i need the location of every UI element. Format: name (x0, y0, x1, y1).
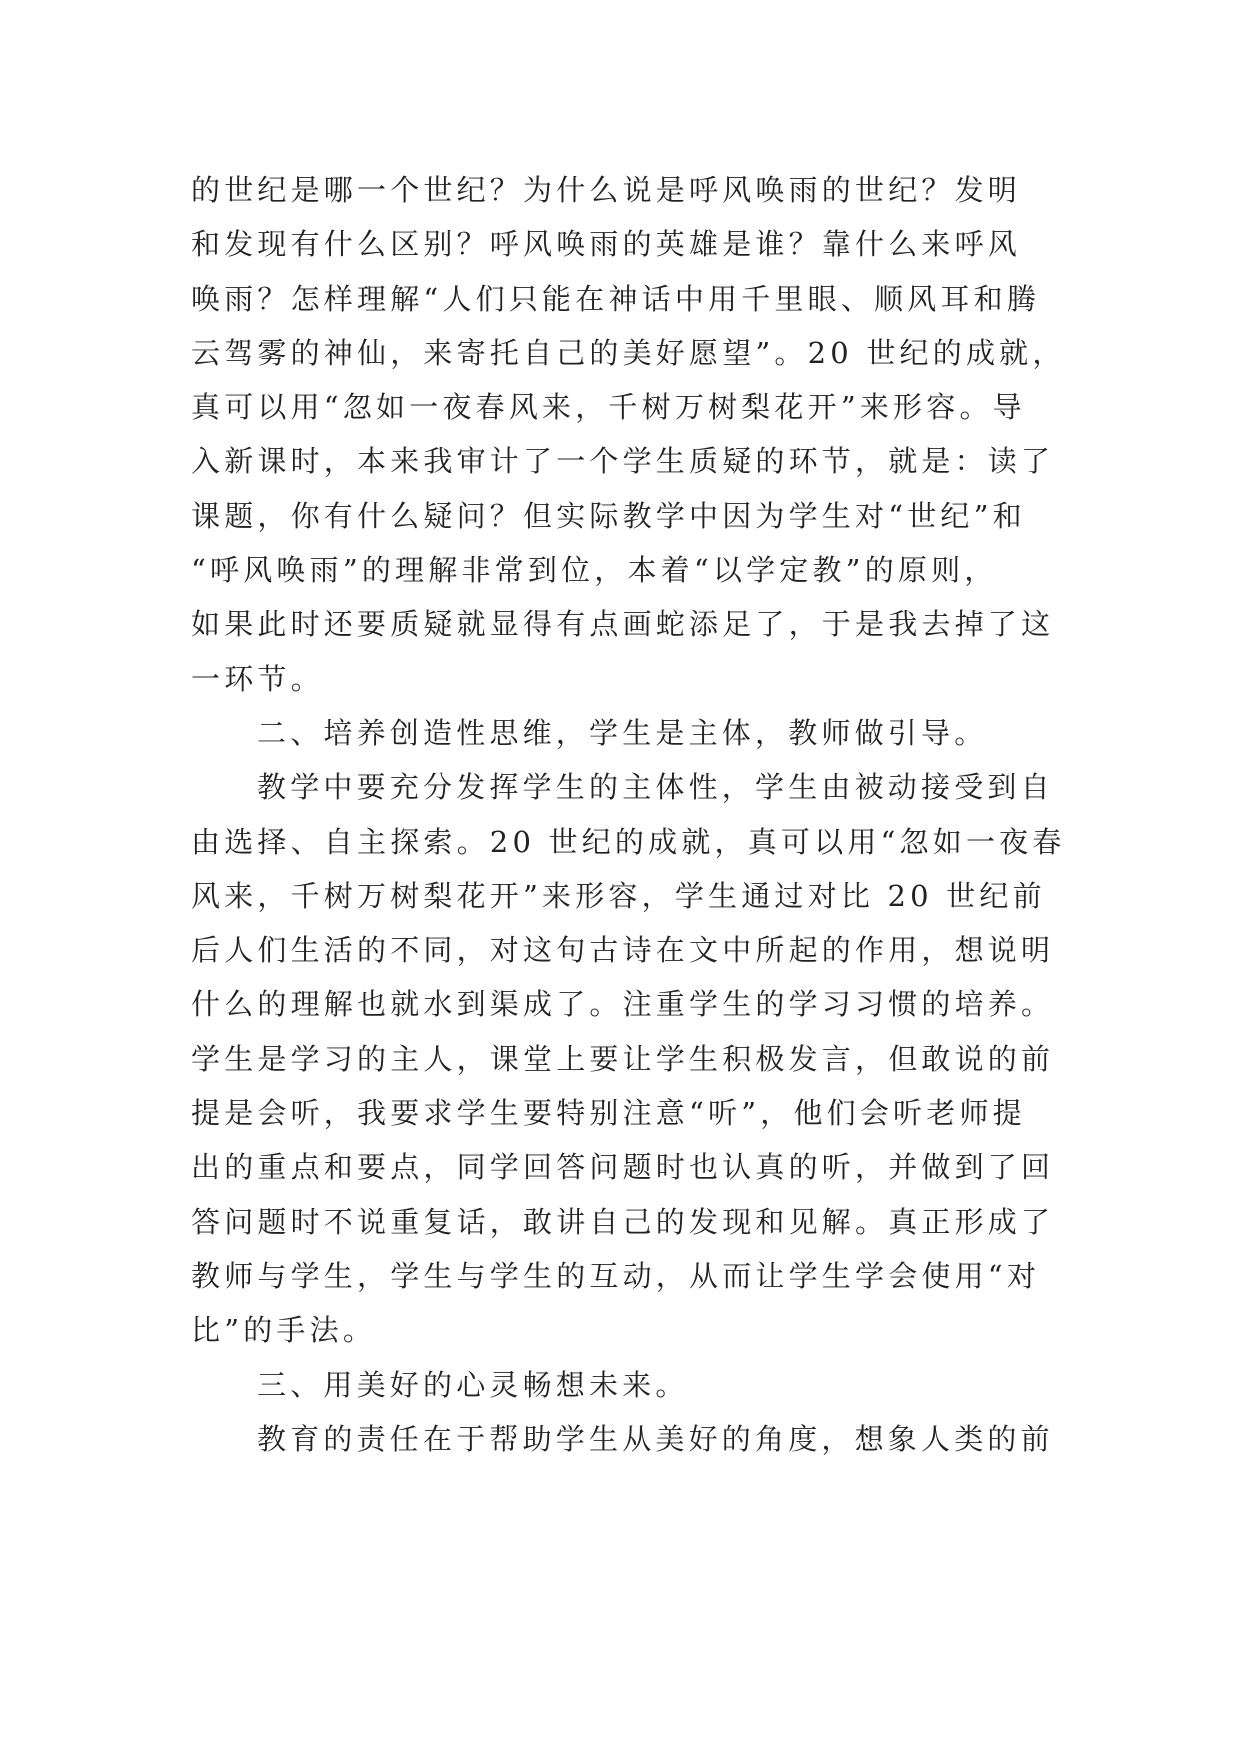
text-line: 和发现有什么区别？呼风唤雨的英雄是谁？靠什么来呼风 (191, 227, 1022, 262)
text-line: 唤雨？怎样理解“人们只能在神话中用千里眼、顺风耳和腾 (191, 281, 1041, 316)
text-line: 什么的理解也就水到渠成了。注重学生的学习习惯的培养。 (191, 987, 1055, 1022)
text-line: 答问题时不说重复话，敢讲自己的发现和见解。真正形成了 (191, 1204, 1055, 1239)
text-line: 风来，千树万树梨花开”来形容，学生通过对比 20 世纪前 (191, 878, 1046, 913)
text-line: 教学中要充分发挥学生的主体性，学生由被动接受到自 (257, 770, 1054, 805)
text-line: 入新课时，本来我审计了一个学生质疑的环节，就是：读了 (191, 444, 1055, 479)
text-line: 教育的责任在于帮助学生从美好的角度，想象人类的前 (257, 1421, 1054, 1456)
text-line: 后人们生活的不同，对这句古诗在文中所起的作用，想说明 (191, 933, 1055, 968)
text-line: 真可以用“忽如一夜春风来，千树万树梨花开”来形容。导 (191, 390, 1026, 425)
text-line: 出的重点和要点，同学回答问题时也认真的听，并做到了回 (191, 1150, 1055, 1185)
section-heading: 二、培养创造性思维，学生是主体，教师做引导。 (257, 715, 988, 750)
body-text (191, 163, 1071, 1466)
text-line: 学生是学习的主人，课堂上要让学生积极发言，但敢说的前 (191, 1041, 1055, 1076)
text-line: “呼风唤雨”的理解非常到位，本着“以学定教”的原则， (191, 553, 998, 588)
text-line: 由选择、自主探索。20 世纪的成就，真可以用“忽如一夜春 (191, 824, 1066, 859)
text-line: 一环节。 (191, 661, 324, 696)
text-line: 如果此时还要质疑就显得有点画蛇添足了，于是我去掉了这 (191, 607, 1055, 642)
text-line: 比”的手法。 (191, 1313, 377, 1348)
text-line: 教师与学生，学生与学生的互动，从而让学生学会使用“对 (191, 1258, 1041, 1293)
section-heading: 三、用美好的心灵畅想未来。 (257, 1367, 689, 1402)
text-line: 提是会听，我要求学生要特别注意“听”，他们会听老师提 (191, 1096, 1026, 1131)
text-line: 课题，你有什么疑问？但实际教学中因为学生对“世纪”和 (191, 498, 1026, 533)
text-line: 的世纪是哪一个世纪？为什么说是呼风唤雨的世纪？发明 (191, 173, 1022, 207)
text-line: 云驾雾的神仙，来寄托自己的美好愿望”。20 世纪的成就， (191, 335, 1066, 370)
